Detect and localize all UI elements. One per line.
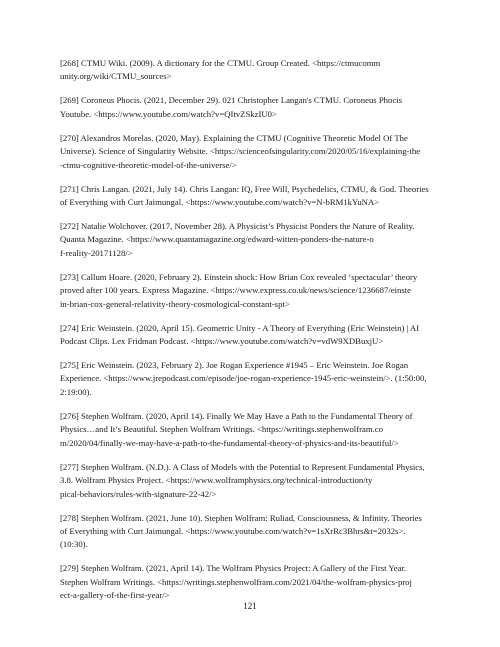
reference-line: proved after 100 years. Express Magazine. <https://www.express.co.uk/news/science/1236687/einste — [60, 285, 412, 296]
reference-line: [278] Stephen Wolfram. (2021, June 10). Stephen Wolfram: Ruliad, Consciousness, & Infinity. Theories — [60, 512, 422, 523]
reference-line: f-reality-20171128/> — [60, 247, 133, 258]
reference-line: Physics…and It’s Beautiful. Stephen Wolfram Writings. <https://writings.stephenwolfram.co — [60, 424, 383, 435]
reference-line: of Everything with Curt Jaimungal. <https://www.youtube.com/watch?v=N-bRM1kYuNA> — [60, 197, 380, 208]
reference-line: [272] Natalie Wolchover. (2017, November 28). A Physicist’s Physicist Ponders the Nature of Reality. — [60, 221, 415, 232]
reference-line: [268] CTMU Wiki. (2009). A dictionary for the CTMU. Group Created. <https://ctmucomm — [60, 58, 381, 68]
reference-line: [274] Eric Weinstein. (2020, April 15). Geometric Unity - A Theory of Everything (Eric Weinstein) | AI — [60, 322, 420, 333]
reference-entry — [60, 410, 445, 450]
reference-line: [273] Callum Hoare. (2020, February 2). Einstein shock: How Brian Cox revealed ‘spectacular’ theory — [60, 271, 418, 282]
reference-line: of Everything with Curt Jaimungal. <https://www.youtube.com/watch?v=1sXrRc3Bhrs&t=2032s>. — [60, 525, 406, 536]
reference-entry — [60, 94, 445, 121]
page-number: 121 — [243, 601, 257, 611]
reference-entry — [60, 359, 445, 399]
reference-entry — [60, 512, 445, 552]
reference-line: [270] Alexandros Morelas. (2020, May). Explaining the CTMU (Cognitive Theoretic Model Of The — [60, 132, 408, 143]
reference-list — [60, 57, 445, 613]
reference-line: 3.8. Wolfram Physics Project. <https://www.wolframphysics.org/technical-introduction/ty — [60, 475, 373, 486]
reference-line: 2:19:00). — [60, 386, 92, 397]
reference-entry — [60, 322, 445, 349]
reference-line: m/2020/04/finally-we-may-have-a-path-to-the-fundamental-theory-of-physics-and-its-beautiful/> — [60, 437, 399, 448]
reference-line: Youtube. <https://www.youtube.com/watch?v=QItvZSkzIU0> — [60, 108, 277, 119]
reference-entry — [60, 562, 445, 602]
reference-line: [276] Stephen Wolfram. (2020, April 14). Finally We May Have a Path to the Fundamental Theory of — [60, 410, 413, 421]
reference-line: [271] Chris Langan. (2021, July 14). Chris Langan: IQ, Free Will, Psychedelics, CTMU, & God. Theories — [60, 183, 429, 194]
reference-line: Quanta Magazine. <https://www.quantamagazine.org/edward-witten-ponders-the-nature-o — [60, 234, 374, 245]
reference-entry — [60, 461, 445, 501]
reference-entry — [60, 132, 445, 172]
reference-entry — [60, 57, 445, 84]
reference-entry — [60, 183, 445, 210]
reference-entry — [60, 220, 445, 260]
reference-line: Experience. <https://www.jrepodcast.com/episode/joe-rogan-experience-1945-eric-weinstein/>. (1:50:00, — [60, 373, 427, 384]
reference-line: in-brian-cox-general-relativity-theory-cosmological-constant-spt> — [60, 298, 290, 309]
reference-line: pical-behaviors/rules-with-signature-22-42/> — [60, 488, 217, 499]
reference-line: Podcast Clips. Lex Fridman Podcast. <https://www.youtube.com/watch?v=vdW9XDBuxjU> — [60, 336, 384, 347]
reference-line: [275] Eric Weinstein. (2023, February 2). Joe Rogan Experience #1945 – Eric Weinstein. Joe Rogan — [60, 360, 409, 371]
reference-line: [279] Stephen Wolfram. (2021, April 14). The Wolfram Physics Project: A Gallery of the First Year. — [60, 563, 407, 574]
reference-line: unity.org/wiki/CTMU_sources> — [60, 71, 172, 82]
reference-line: Universe). Science of Singularity Website. <https://scienceofsingularity.com/2020/05/16/explaining-the — [60, 146, 421, 157]
reference-line: -ctmu-cognitive-theoretic-model-of-the-universe/> — [60, 159, 237, 170]
reference-line: (10:30). — [60, 539, 88, 550]
reference-line: ect-a-gallery-of-the-first-year/> — [60, 590, 170, 601]
reference-entry — [60, 271, 445, 311]
reference-line: [277] Stephen Wolfram. (N.D.). A Class of Models with the Potential to Represent Fundamental Physics, — [60, 461, 425, 472]
reference-line: Stephen Wolfram Writings. <https://writings.stephenwolfram.com/2021/04/the-wolfram-physics-proj — [60, 576, 412, 587]
reference-line: [269] Coroneus Phocis. (2021, December 29). 021 Christopher Langan's CTMU. Coroneus Phocis — [60, 95, 403, 106]
